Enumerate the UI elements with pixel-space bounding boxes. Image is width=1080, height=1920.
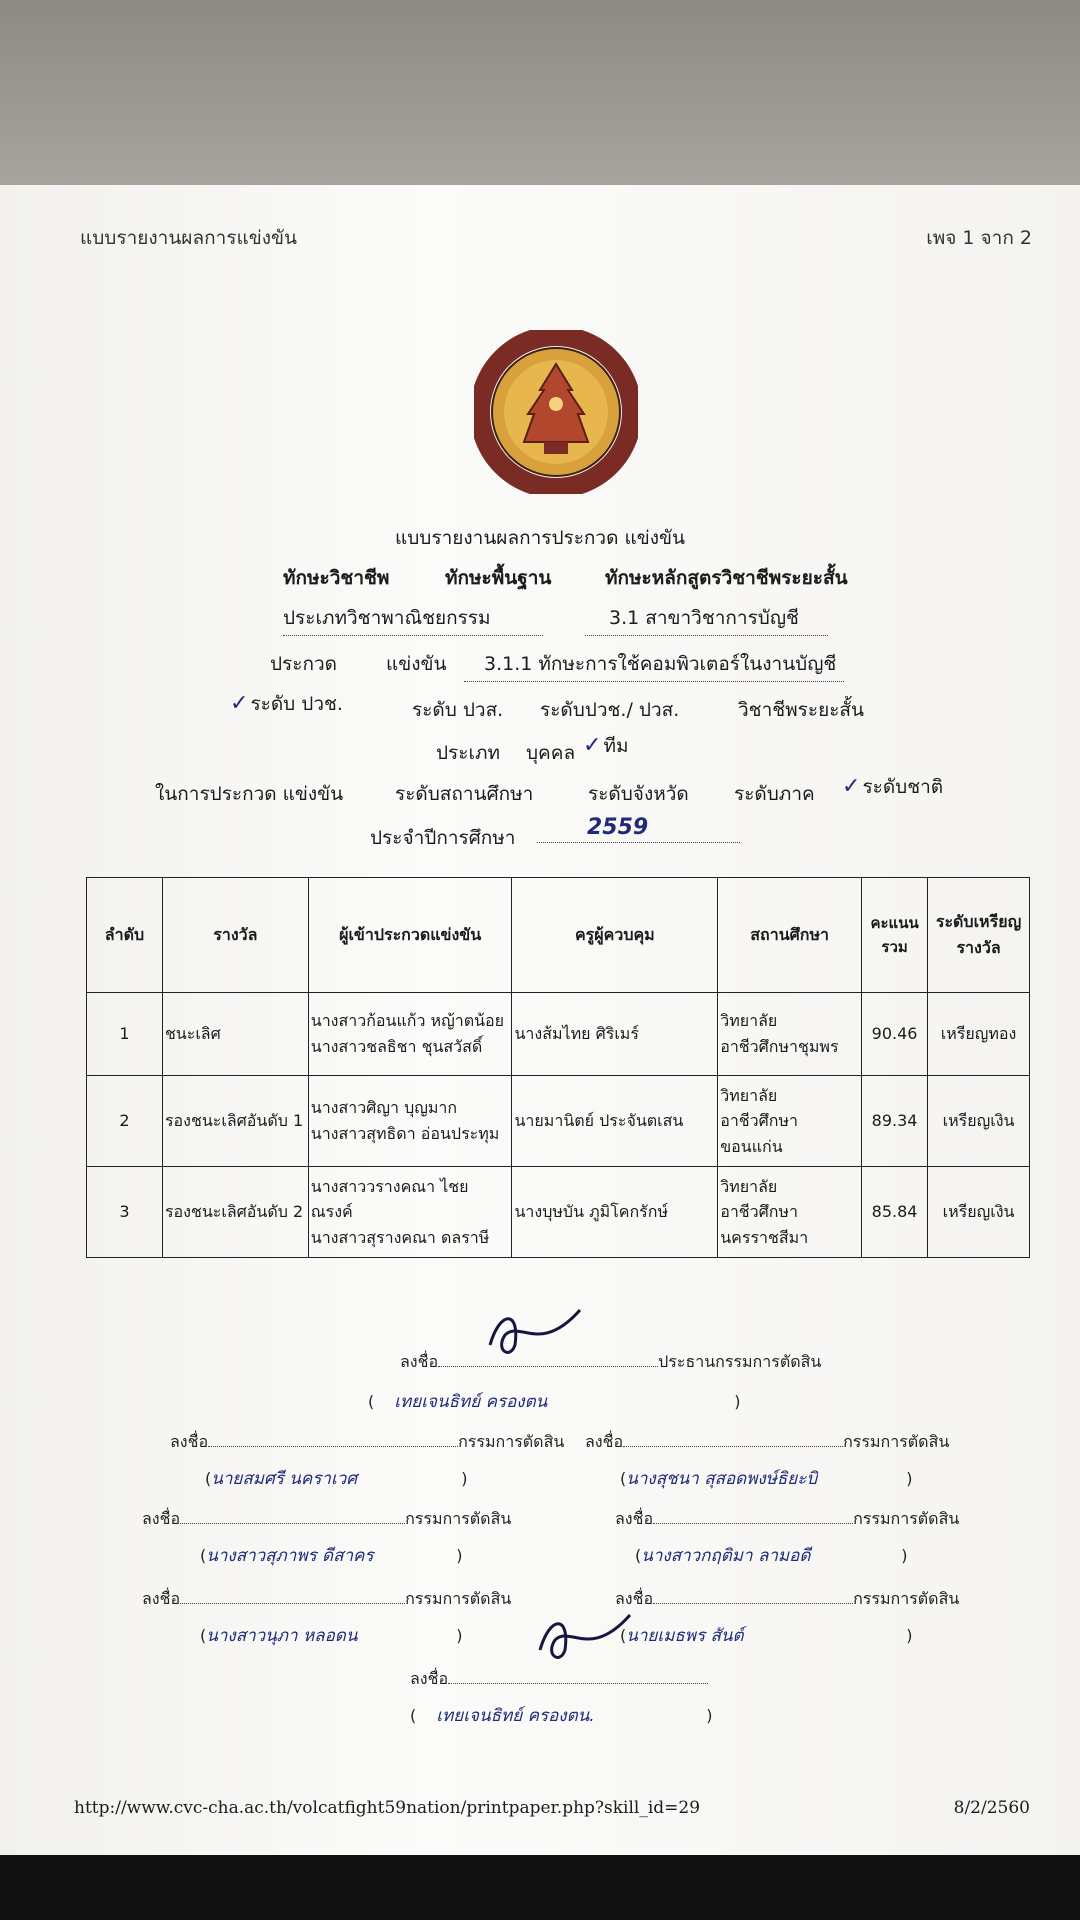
type-label: ประเภทวิชาพาณิชยกรรม <box>283 603 543 636</box>
check-mark-icon: ✓ <box>230 691 249 716</box>
member-signature-line <box>142 1507 511 1532</box>
school-line: อาชีวศึกษา <box>720 1111 799 1131</box>
chair-name-text: เทยเจนธิทย์ ครองตน <box>394 1392 548 1412</box>
category-label: ประเภท <box>436 742 501 764</box>
level-pvc-pvs: ระดับปวช./ ปวส. <box>540 699 680 721</box>
cell-score: 89.34 <box>862 1076 928 1167</box>
table-header-row <box>87 878 1030 993</box>
cell-teacher: นายมานิตย์ ประจันตเสน <box>512 1076 718 1167</box>
cell-school <box>718 1076 862 1167</box>
cell-school <box>718 1167 862 1258</box>
contest-name: 3.1.1 ทักษะการใช้คอมพิวเตอร์ในงานบัญชี <box>464 649 844 682</box>
member-name-text: นางสุชนา สุสอดพงษ์ธิยะบิ <box>626 1469 818 1489</box>
member-name-text: นางสาวกฤติมา ลามอดี <box>641 1546 811 1566</box>
bottom-name-text: เทยเจนธิทย์ ครองตน. <box>436 1706 595 1726</box>
school-line: อาชีวศึกษาชุมพร <box>720 1037 839 1056</box>
competition-prefix: ในการประกวด แข่งขัน <box>155 783 344 805</box>
signature-dots <box>623 1446 843 1447</box>
signature-dots <box>448 1683 708 1684</box>
cell-award: รองชนะเลิศอันดับ 1 <box>162 1076 308 1167</box>
school-line: นครราชสีมา <box>720 1227 809 1247</box>
chair-signature-scribble <box>480 1305 590 1365</box>
signature-dots <box>180 1603 405 1604</box>
contestant-name: นางสาวชลธิชา ชุนสวัสดิ์ <box>310 1037 483 1056</box>
member-name-text: นายเมธพร สันต์ <box>626 1626 744 1646</box>
school-line: อาชีวศึกษา <box>720 1202 799 1222</box>
member-signature-line <box>142 1587 511 1612</box>
member-role: กรรมการตัดสิน <box>458 1432 565 1451</box>
school-line: วิทยาลัย <box>720 1011 778 1031</box>
cell-teacher: นางส้มไทย ศิริเมร์ <box>512 993 718 1076</box>
chair-name: ( เทยเจนธิทย์ ครองตน ) <box>368 1388 741 1415</box>
level-pvc-label: ระดับ ปวช. <box>250 693 343 715</box>
sign-label: ลงชื่อ <box>410 1669 449 1688</box>
cell-rank: 1 <box>87 993 163 1076</box>
year-field <box>537 815 740 843</box>
col-teacher: ครูผู้ควบคุม <box>512 878 718 993</box>
sign-label: ลงชื่อ <box>615 1589 654 1608</box>
skill-type-3: ทักษะหลักสูตรวิชาชีพระยะสั้น <box>605 567 848 589</box>
skill-type-2: ทักษะพื้นฐาน <box>445 567 552 589</box>
signature-dots <box>438 1366 658 1367</box>
contestant-name: นางสาวก้อนแก้ว หญ้าตน้อย <box>310 1011 504 1031</box>
branch-label: 3.1 สาขาวิชาการบัญชี <box>585 603 828 636</box>
member-name: (นางสาวนุภา หลอดน ) <box>200 1622 463 1649</box>
member-role: กรรมการตัดสิน <box>405 1509 512 1528</box>
school-line: วิทยาลัย <box>720 1176 778 1196</box>
member-name-text: นายสมศรี นคราเวศ <box>211 1469 358 1489</box>
cell-teacher: นางบุษบัน ภูมิโคกรักษ์ <box>512 1167 718 1258</box>
member-role: กรรมการตัดสิน <box>405 1589 512 1608</box>
footer-date: 8/2/2560 <box>953 1798 1030 1818</box>
contestant-name: นางสาวสุทธิดา อ่อนประทุม <box>310 1124 500 1143</box>
col-award: รางวัล <box>162 878 308 993</box>
bottom-signature-line <box>410 1667 708 1692</box>
sign-label: ลงชื่อ <box>615 1509 654 1528</box>
cell-school <box>718 993 862 1076</box>
sign-label: ลงชื่อ <box>142 1509 181 1528</box>
contestant-name: นางสาวสุรางคณา ดลราษี <box>310 1227 490 1247</box>
vec-seal-logo <box>474 330 638 494</box>
level-short-course: วิชาชีพระยะสั้น <box>738 699 864 721</box>
member-name-text: นางสาวนุภา หลอดน <box>206 1626 358 1646</box>
col-contestants: ผู้เข้าประกวดแข่งขัน <box>308 878 512 993</box>
results-table <box>86 877 1030 1258</box>
school-line: ขอนแก่น <box>720 1136 783 1156</box>
chair-role: ประธานกรรมการตัดสิน <box>658 1352 822 1371</box>
member-signature-line <box>585 1430 949 1455</box>
col-medal: ระดับเหรียญรางวัล <box>928 878 1030 993</box>
level-pvs: ระดับ ปวส. <box>412 699 504 721</box>
member-name: (นายสมศรี นคราเวศ ) <box>205 1465 468 1492</box>
sign-label: ลงชื่อ <box>142 1589 181 1608</box>
skill-type-1: ทักษะวิชาชีพ <box>283 567 390 589</box>
cell-score: 85.84 <box>862 1167 928 1258</box>
signature-dots <box>653 1523 853 1524</box>
scope-national <box>842 772 943 802</box>
member-name-text: นางสาวสุภาพร ดีสาคร <box>206 1546 374 1566</box>
col-score: คะแนนรวม <box>862 878 928 993</box>
school-line: วิทยาลัย <box>720 1085 778 1105</box>
bottom-name: ( เทยเจนธิทย์ ครองตน. ) <box>410 1702 713 1729</box>
cell-contestants <box>308 993 512 1076</box>
header-left: แบบรายงานผลการแข่งขัน <box>80 227 297 249</box>
cell-contestants <box>308 1167 512 1258</box>
cell-medal: เหรียญเงิน <box>928 1076 1030 1167</box>
category-individual: บุคคล <box>526 742 576 764</box>
member-name: (นายเมธพร สันต์ ) <box>620 1622 913 1649</box>
member-name: (นางสาวกฤติมา ลามอดี ) <box>635 1542 908 1569</box>
bottom-signature-scribble <box>530 1610 640 1670</box>
category-team-label: ทีม <box>603 735 629 757</box>
signature-dots <box>653 1603 853 1604</box>
document-page <box>0 185 1080 1855</box>
sign-label: ลงชื่อ <box>170 1432 209 1451</box>
signature-dots <box>208 1446 458 1447</box>
check-mark-icon: ✓ <box>842 774 861 799</box>
col-school: สถานศึกษา <box>718 878 862 993</box>
cell-rank: 2 <box>87 1076 163 1167</box>
title-line1: แบบรายงานผลการประกวด แข่งขัน <box>395 527 685 549</box>
category-team <box>583 731 629 761</box>
table-row <box>87 1076 1030 1167</box>
member-role: กรรมการตัดสิน <box>853 1589 960 1608</box>
table-row <box>87 1167 1030 1258</box>
year-value: 2559 <box>587 815 649 840</box>
member-signature-line <box>615 1587 959 1612</box>
signature-dots <box>180 1523 405 1524</box>
cell-award: รองชนะเลิศอันดับ 2 <box>162 1167 308 1258</box>
cell-award: ชนะเลิศ <box>162 993 308 1076</box>
cell-medal: เหรียญทอง <box>928 993 1030 1076</box>
level-pvc <box>230 689 343 719</box>
cell-score: 90.46 <box>862 993 928 1076</box>
scope-province: ระดับจังหวัด <box>588 783 689 805</box>
footer-url: http://www.cvc-cha.ac.th/volcatfight59nation/printpaper.php?skill_id=29 <box>74 1798 701 1818</box>
cell-medal: เหรียญเงิน <box>928 1167 1030 1258</box>
cell-contestants <box>308 1076 512 1167</box>
background-top <box>0 0 1080 185</box>
table-row <box>87 993 1030 1076</box>
scope-region: ระดับภาค <box>734 783 815 805</box>
header-right: เพจ 1 จาก 2 <box>926 227 1032 249</box>
member-name: (นางสาวสุภาพร ดีสาคร ) <box>200 1542 463 1569</box>
member-name: (นางสุชนา สุสอดพงษ์ธิยะบิ ) <box>620 1465 913 1492</box>
col-rank: ลำดับ <box>87 878 163 993</box>
check-mark-icon: ✓ <box>583 733 602 758</box>
contestant-name: นางสาวศิญา บุญมาก <box>310 1098 458 1118</box>
contest-prefix-2: แข่งขัน <box>386 653 447 675</box>
scope-national-label: ระดับชาติ <box>862 776 944 798</box>
member-signature-line <box>170 1430 564 1455</box>
contestant-name: นางสาววรางคณา ไชยณรงค์ <box>310 1176 469 1222</box>
member-role: กรรมการตัดสิน <box>853 1509 960 1528</box>
member-role: กรรมการตัดสิน <box>843 1432 950 1451</box>
chair-signature-line <box>400 1350 821 1375</box>
cell-rank: 3 <box>87 1167 163 1258</box>
background-bottom <box>0 1855 1080 1920</box>
member-signature-line <box>615 1507 959 1532</box>
scope-school: ระดับสถานศึกษา <box>395 783 534 805</box>
year-label: ประจำปีการศึกษา <box>370 827 516 849</box>
contest-prefix-1: ประกวด <box>270 653 337 675</box>
sign-label: ลงชื่อ <box>400 1352 439 1371</box>
sign-label: ลงชื่อ <box>585 1432 624 1451</box>
